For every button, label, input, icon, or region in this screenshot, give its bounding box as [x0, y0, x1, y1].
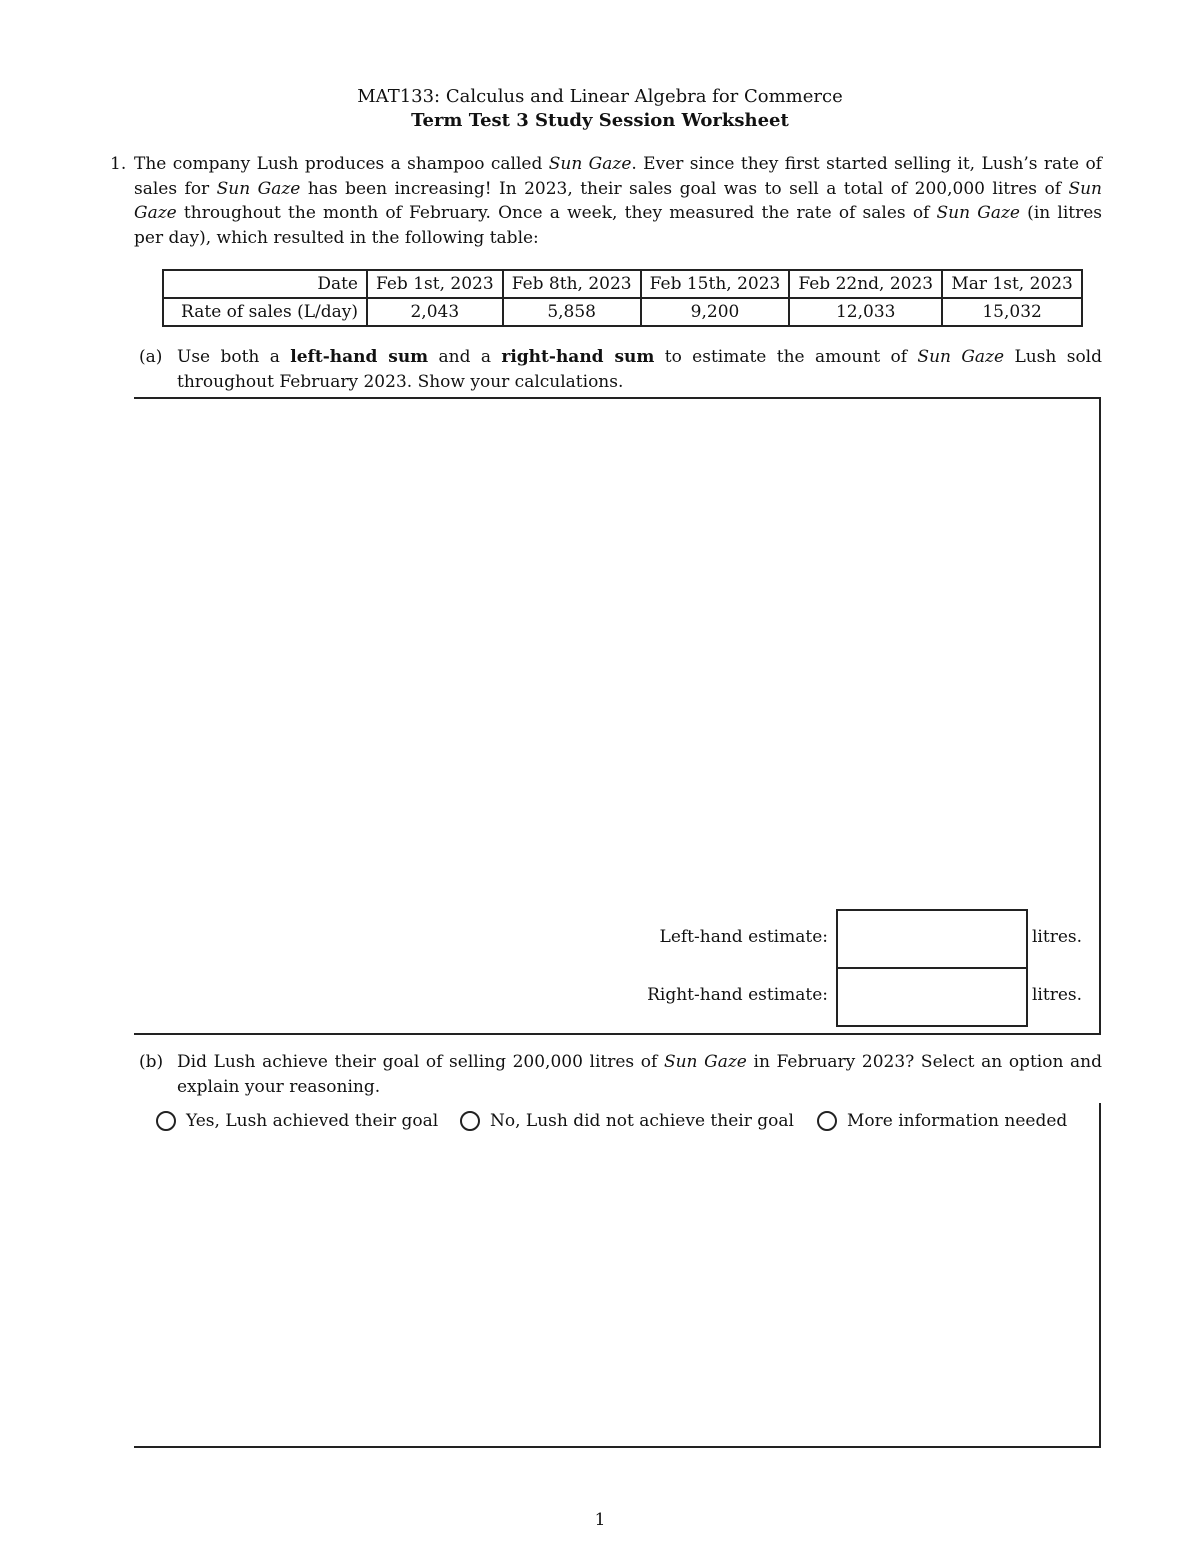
- option-more-info[interactable]: [817, 1111, 1067, 1131]
- part-b-label: (b): [139, 1052, 164, 1072]
- table-cell-date: Feb 1st, 2023: [367, 270, 503, 298]
- left-hand-estimate-label: Left-hand estimate:: [659, 927, 828, 947]
- table-cell-date: Feb 22nd, 2023: [789, 270, 942, 298]
- table-cell-rate: 12,033: [789, 298, 942, 326]
- product-name: Sun Gaze: [548, 154, 632, 174]
- answer-area-a-top-border: [134, 397, 1101, 399]
- table-cell-rate: 2,043: [367, 298, 503, 326]
- product-name: Sun Gaze: [917, 347, 1005, 367]
- table-cell-date: Mar 1st, 2023: [942, 270, 1082, 298]
- right-hand-estimate-box[interactable]: [836, 967, 1028, 1027]
- radio-circle-icon[interactable]: [460, 1111, 480, 1131]
- answer-area-b-right-border: [1099, 1103, 1101, 1447]
- course-title: MAT133: Calculus and Linear Algebra for Commerce: [357, 86, 843, 107]
- answer-area-b-bottom-border: [134, 1446, 1101, 1448]
- answer-area-a-right-border: [1099, 397, 1101, 1034]
- product-name: Sun Gaze: [134, 178, 1102, 223]
- right-hand-estimate-label: Right-hand estimate:: [647, 985, 828, 1005]
- option-no[interactable]: [460, 1111, 794, 1131]
- product-name: Sun Gaze: [936, 203, 1020, 223]
- option-more-info-label: More information needed: [847, 1111, 1068, 1131]
- part-b-prompt: Did Lush achieve their goal of selling 200,000 litres of Sun Gaze in February 2023? Select an option and explain your reasoning.: [177, 1052, 1102, 1097]
- part-a-label: (a): [139, 347, 163, 367]
- part-a-prompt: Use both a left-hand sum and a right-hand sum to estimate the amount of Sun Gaze Lush sold throughout February 2023. Show your calculations.: [177, 347, 1102, 392]
- product-name: Sun Gaze: [663, 1052, 747, 1072]
- question-number: 1.: [110, 154, 127, 174]
- worksheet-title: Term Test 3 Study Session Worksheet: [411, 110, 789, 131]
- table-row-dates: [163, 270, 1082, 298]
- table-cell-date: Feb 15th, 2023: [641, 270, 790, 298]
- option-yes[interactable]: [156, 1111, 438, 1131]
- table-cell-rate: 15,032: [942, 298, 1082, 326]
- table-row-rates: [163, 298, 1082, 326]
- table-cell-date: Feb 8th, 2023: [503, 270, 641, 298]
- table-cell-rate: 5,858: [503, 298, 641, 326]
- left-hand-estimate-box[interactable]: [836, 909, 1028, 969]
- table-cell-rate: 9,200: [641, 298, 790, 326]
- product-name: Sun Gaze: [216, 178, 301, 199]
- radio-circle-icon[interactable]: [156, 1111, 176, 1131]
- sales-table: [162, 269, 1083, 327]
- page-number: 1: [594, 1510, 606, 1530]
- question-intro: The company Lush produces a shampoo called Sun Gaze. Ever since they first started selling it, Lush’s rate of sales for Sun Gaze has been increasing! In 2023, their sales goal was to sell a total of 200,000 litres of Sun Gaze throughout the month of February. Once a week, they measured the rate of sales of Sun Gaze (in litres per day), which resulted in the following table:: [134, 154, 1102, 248]
- left-hand-estimate-unit: litres.: [1032, 927, 1083, 947]
- right-hand-estimate-unit: litres.: [1032, 985, 1083, 1005]
- option-yes-label: Yes, Lush achieved their goal: [186, 1111, 439, 1131]
- row-header-date: Date: [163, 270, 367, 298]
- radio-circle-icon[interactable]: [817, 1111, 837, 1131]
- answer-area-a-bottom-border: [134, 1033, 1101, 1035]
- row-header-rate: Rate of sales (L/day): [163, 298, 367, 326]
- option-no-label: No, Lush did not achieve their goal: [490, 1111, 794, 1131]
